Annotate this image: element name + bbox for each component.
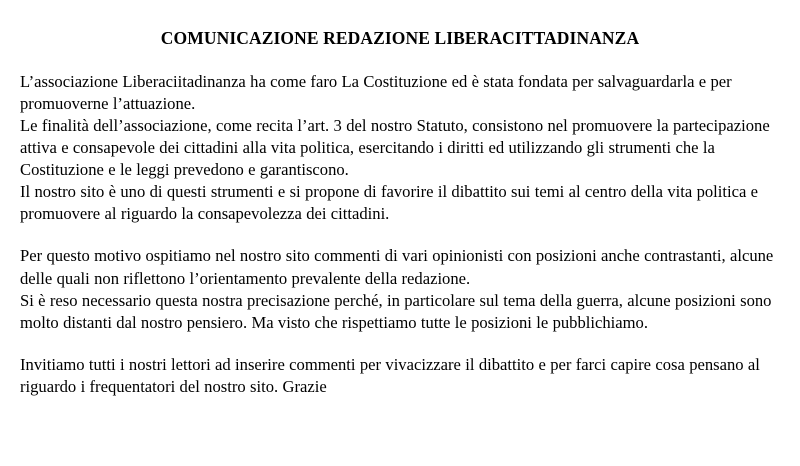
paragraph-website-purpose: Il nostro sito è uno di questi strumenti e si propone di favorire il dibattito sui temi al centro della vita politica e promuovere al riguardo la consapevolezza dei cittadini.	[20, 182, 759, 224]
paragraph-spacer-1	[20, 225, 780, 245]
paragraph-war-clarification: Si è reso necessario questa nostra precisazione perché, in particolare sul tema della guerra, alcune posizioni sono molto distanti dal nostro pensiero. Ma visto che rispettiamo tutte le posizioni le pubblichiamo.	[20, 290, 772, 332]
paragraph-spacer-2	[20, 334, 780, 354]
paragraph-opinionists: Per questo motivo ospitiamo nel nostro sito commenti di vari opinionisti con posizioni anche contrastanti, alcune delle quali non riflettono l’orientamento prevalente della redazione.	[20, 246, 774, 288]
paragraph-invitation-comments: Invitiamo tutti i nostri lettori ad inserire commenti per vivacizzare il dibattito e per farci capire cosa pensano al riguardo i frequentatori del nostro sito. Grazie	[20, 354, 760, 396]
paragraph-statute-goals: Le finalità dell’associazione, come recita l’art. 3 del nostro Statuto, consistono nel promuovere la partecipazione attiva e consapevole dei cittadini alla vita politica, esercitando i diritti ed utilizzando gli strumenti che la Costituzione e le leggi prevedono e garantiscono.	[20, 116, 770, 180]
paragraph-association-mission: L’associazione Liberaciitadinanza ha come faro La Costituzione ed è stata fondata per salvaguardarla e per promuoverne l’attuazione.	[20, 72, 732, 114]
page-title: COMUNICAZIONE REDAZIONE LIBERACITTADINANZA	[160, 28, 640, 48]
